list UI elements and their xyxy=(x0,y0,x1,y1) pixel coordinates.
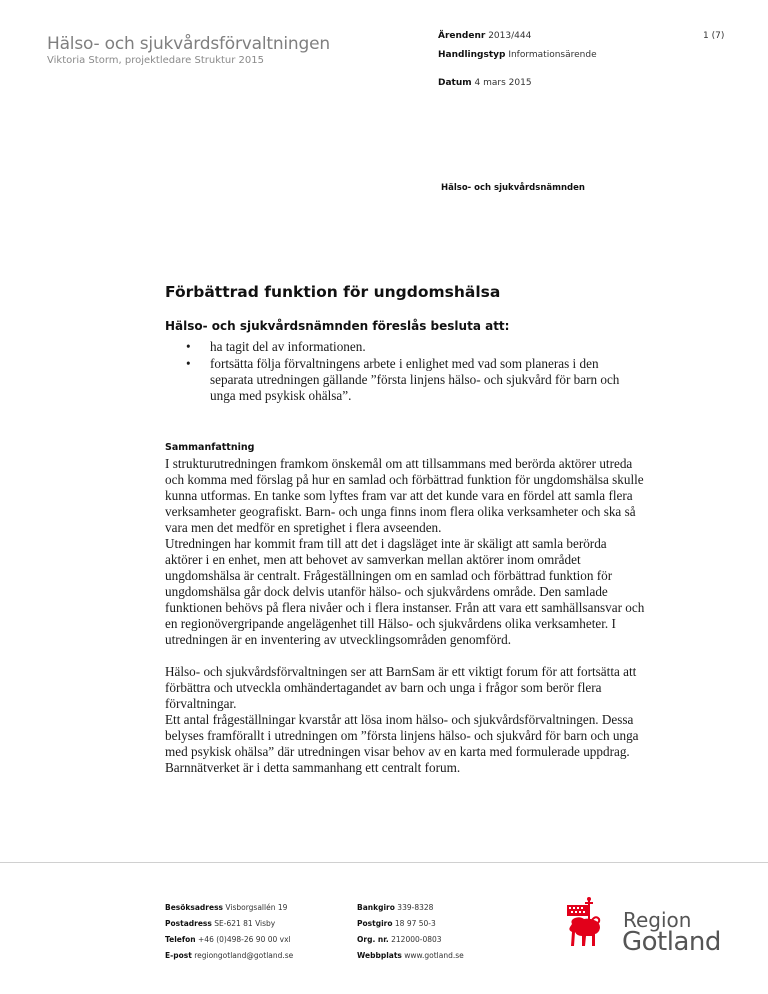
decision-heading: Hälso- och sjukvårdsnämnden föreslås besluta att: xyxy=(165,319,510,333)
logo-text-gotland: Gotland xyxy=(622,927,721,957)
decision-list xyxy=(165,339,635,405)
page-number: 1 (7) xyxy=(703,31,725,41)
footer-label: Besöksadress xyxy=(165,903,224,912)
footer-value: Visborgsallén 19 xyxy=(225,903,288,912)
document-date-value: 4 mars 2015 xyxy=(474,78,532,88)
document-type-label: Handlingstyp xyxy=(438,50,506,60)
document-date xyxy=(438,78,532,88)
footer-label: Postadress xyxy=(165,919,212,928)
footer-value: 212000-0803 xyxy=(391,935,442,944)
footer-value: regiongotland@gotland.se xyxy=(194,951,294,960)
footer-label: Bankgiro xyxy=(357,903,395,912)
document-date-label: Datum xyxy=(438,78,472,88)
footer-phone xyxy=(165,932,293,948)
document-type xyxy=(438,50,597,60)
document-type-value: Informationsärende xyxy=(508,50,597,60)
recipient: Hälso- och sjukvårdsnämnden xyxy=(441,183,585,193)
footer-label: E-post xyxy=(165,951,192,960)
footer-email xyxy=(165,948,293,964)
footer-postgiro xyxy=(357,916,464,932)
footer-value: SE-621 81 Visby xyxy=(214,919,276,928)
footer-divider xyxy=(0,862,768,863)
decision-item: • fortsätta följa förvaltningens arbete i enlighet med vad som planeras i den separata utredningen gällande ”första linjens hälso- och sjukvård för barn och unga med psykisk ohälsa”. xyxy=(165,356,635,404)
footer-value: +46 (0)498-26 90 00 vxl xyxy=(198,935,291,944)
decision-item: • ha tagit del av informationen. xyxy=(165,339,635,355)
case-number-value: 2013/444 xyxy=(488,31,532,41)
footer-bankgiro xyxy=(357,900,464,916)
footer-value: 18 97 50-3 xyxy=(394,919,436,928)
footer-visit-address xyxy=(165,900,293,916)
footer-label: Org. nr. xyxy=(357,935,389,944)
footer-contact-column xyxy=(165,900,293,964)
footer-label: Webbplats xyxy=(357,951,402,960)
footer-website xyxy=(357,948,464,964)
footer-postal-address xyxy=(165,916,293,932)
organization-name: Hälso- och sjukvårdsförvaltningen xyxy=(47,34,330,54)
case-number xyxy=(438,31,531,41)
footer-value: 339-8328 xyxy=(397,903,434,912)
case-number-label: Ärendenr xyxy=(438,31,486,41)
summary-body xyxy=(165,456,645,776)
summary-paragraph: I strukturutredningen framkom önskemål om att tillsammans med berörda aktörer utreda och komma med förslag på hur en samlad och förbättrad funktion för ungdomshälsa skulle kunna utformas. En tanke som lyftes fram var att det kunde vara en fördel att samla flera verksamheter geografiskt. Barn- och unga finns inom flera olika verksamheter och ska så vara men det medför en spretighet i flera avseenden. xyxy=(165,456,644,535)
logo-text-region: Region xyxy=(623,908,692,932)
footer-label: Postgiro xyxy=(357,919,393,928)
footer-value: www.gotland.se xyxy=(404,951,464,960)
summary-paragraph: Hälso- och sjukvårdsförvaltningen ser att BarnSam är ett viktigt forum för att fortsätta att förbättra och utveckla omhändertagandet av barn och unga i frågor som berör flera förvaltningar. xyxy=(165,664,637,711)
document-title: Förbättrad funktion för ungdomshälsa xyxy=(165,283,501,301)
summary-paragraph: Ett antal frågeställningar kvarstår att lösa inom hälso- och sjukvårdsförvaltningen. Dessa belyses framförallt i utredningen om ”första linjens hälso- och sjukvård för barn och unga med psykisk ohälsa” där utredningen visar behov av en karta med formulerade uppdrag. Barnnätverket är i detta sammanhang ett centralt forum. xyxy=(165,712,639,775)
author-line: Viktoria Storm, projektledare Struktur 2015 xyxy=(47,55,264,66)
summary-paragraph: Utredningen har kommit fram till att det i dagsläget inte är skäligt att samla berörda aktörer i en enhet, men att behovet av samverkan mellan aktörer inom området ungdomshälsa är centralt. Frågeställningen om en samlad och förbättrad funktion för ungdomshälsa går dock delvis utanför hälso- och sjukvårdens område. Den samlade funktionen behövs på flera nivåer och i flera instanser. Från att vara ett samhällsansvar och en regionövergripande angelägenhet till Hälso- och sjukvårdens olika verksamheter. I utredningen är en inventering av utvecklingsområden genomförd. xyxy=(165,536,645,647)
footer-finance-column xyxy=(357,900,464,964)
summary-heading: Sammanfattning xyxy=(165,442,255,453)
footer-label: Telefon xyxy=(165,935,196,944)
footer-org-number xyxy=(357,932,464,948)
